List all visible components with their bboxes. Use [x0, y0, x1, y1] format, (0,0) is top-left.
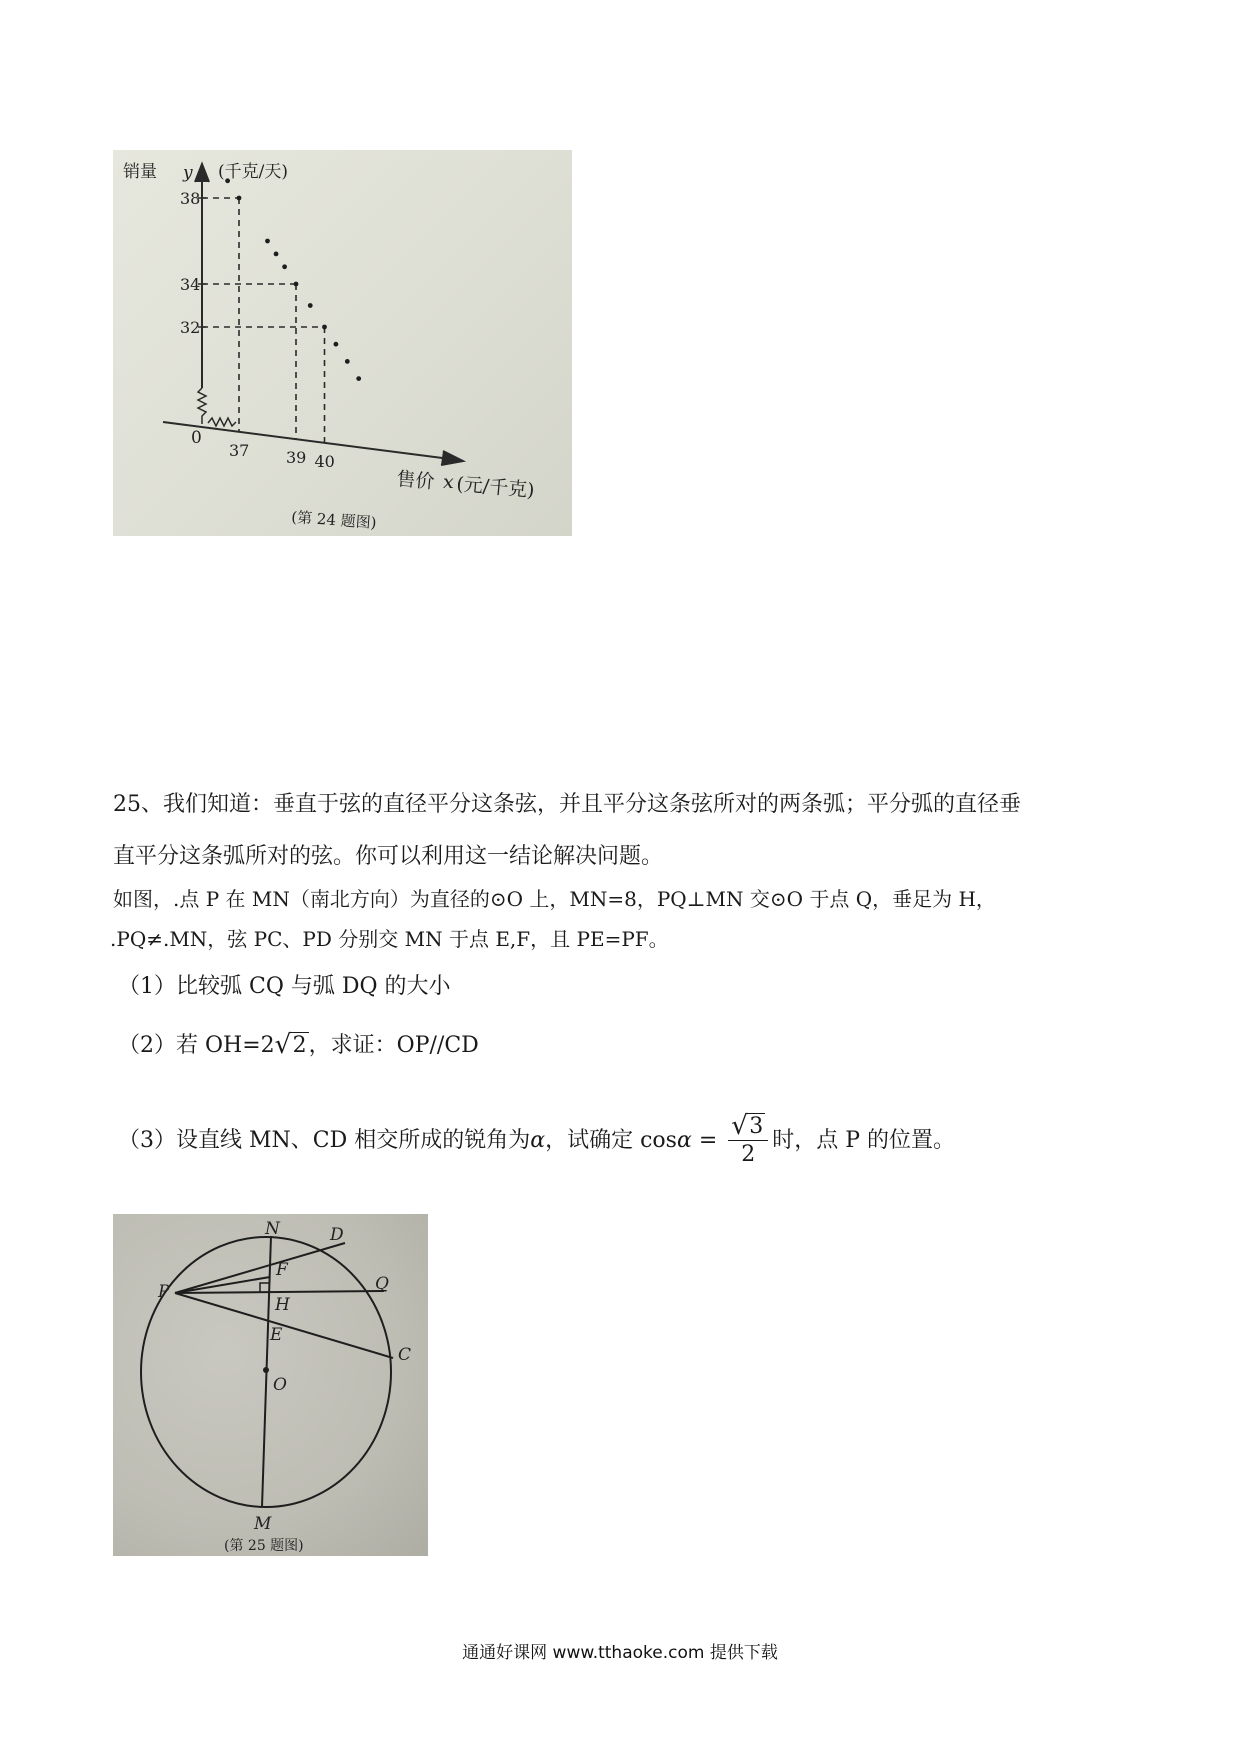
data-point-5 — [294, 282, 299, 287]
question-25-line-3: 如图，.点 P 在 MN（南北方向）为直径的⊙O 上，MN=8，PQ⊥MN 交⊙O 于点 Q，垂足为 H， — [113, 887, 996, 911]
footer-credit: 通通好课网 www.tthaoke.com 提供下载 — [462, 1643, 778, 1663]
fraction — [728, 1116, 768, 1166]
center-point-o — [263, 1367, 269, 1373]
part-2-radicand: 2 — [292, 1033, 307, 1058]
y-arrow — [195, 164, 209, 182]
fraction-denominator: 2 — [741, 1142, 756, 1167]
question-25-part-1: （1）比较弧 CQ 与弧 DQ 的大小 — [118, 974, 451, 999]
x-tick-label-1: 39 — [286, 448, 307, 468]
origin-label: 0 — [191, 428, 202, 448]
y-axis-unit: (千克/天) — [218, 162, 288, 182]
alpha-symbol: α — [530, 1128, 546, 1153]
figure-24-caption: (第 24 题图) — [290, 508, 378, 532]
label-p: P — [158, 1282, 170, 1302]
data-point-9 — [345, 359, 350, 364]
data-point-8 — [334, 342, 339, 347]
label-n: N — [265, 1219, 280, 1239]
data-point-1 — [237, 196, 242, 201]
sqrt-symbol — [277, 1035, 309, 1057]
part-2-prefix: （2）若 OH=2 — [118, 1033, 275, 1058]
chord-pq — [175, 1291, 384, 1293]
y-tick-label-0: 38 — [180, 189, 201, 208]
label-c: C — [398, 1345, 412, 1365]
figure-25-photo — [113, 1214, 428, 1556]
y-axis-label: 销量 — [123, 162, 157, 182]
label-q: Q — [375, 1274, 389, 1294]
question-25-part-2 — [118, 1035, 479, 1057]
data-point-2 — [265, 239, 270, 244]
equals-sign: = — [698, 1128, 718, 1153]
x-axis — [163, 422, 458, 460]
x-axis-var: x — [443, 471, 454, 493]
data-point-10 — [356, 376, 361, 381]
fraction-numerator — [728, 1116, 768, 1141]
x-arrow — [441, 451, 463, 465]
y-tick-label-2: 32 — [180, 318, 201, 337]
sales-price-chart — [113, 150, 572, 536]
part-3-prefix: （3）设直线 MN、CD 相交所成的锐角为 — [118, 1128, 531, 1153]
data-point-4 — [282, 264, 287, 269]
question-25-line-1: 25、我们知道：垂直于弦的直径平分这条弦，并且平分这条弦所对的两条弧；平分弧的直径垂 — [113, 792, 1021, 817]
question-25-part-3 — [118, 1116, 955, 1166]
question-25-line-2: 直平分这条弧所对的弦。你可以利用这一结论解决问题。 — [113, 844, 664, 869]
y-axis-var: y — [183, 163, 193, 183]
label-f: F — [276, 1260, 288, 1280]
label-d: D — [330, 1225, 344, 1245]
figure-24-photo — [113, 150, 572, 536]
y-axis-break — [198, 388, 206, 424]
part-3-suffix: 时，点 P 的位置。 — [772, 1128, 956, 1153]
label-h: H — [275, 1295, 290, 1315]
label-e: E — [270, 1325, 283, 1345]
part-2-suffix: ，求证：OP//CD — [308, 1033, 479, 1058]
label-m: M — [254, 1514, 272, 1534]
data-point-7 — [322, 325, 327, 330]
data-points — [225, 178, 361, 381]
x-axis-break — [208, 418, 236, 426]
data-point-3 — [274, 252, 279, 257]
label-o: O — [273, 1375, 287, 1395]
part-3-cos: ，试确定 cos — [545, 1128, 677, 1153]
y-tick-label-1: 34 — [180, 275, 201, 294]
x-axis-label: 售价 — [395, 468, 436, 494]
guide-lines — [202, 198, 325, 443]
numerator-radicand: 3 — [749, 1114, 764, 1139]
data-point-6 — [308, 303, 313, 308]
x-axis-unit: (元/千克) — [455, 473, 536, 502]
x-tick-label-0: 37 — [229, 440, 250, 460]
question-25-line-4: .PQ≠.MN，弦 PC、PD 分别交 MN 于点 E,F，且 PE=PF。 — [110, 927, 669, 951]
figure-25-caption: (第 25 题图) — [224, 1538, 304, 1554]
x-tick-label-2: 40 — [314, 451, 335, 471]
circle-diagram — [113, 1214, 428, 1556]
alpha-symbol-2: α — [676, 1128, 692, 1153]
